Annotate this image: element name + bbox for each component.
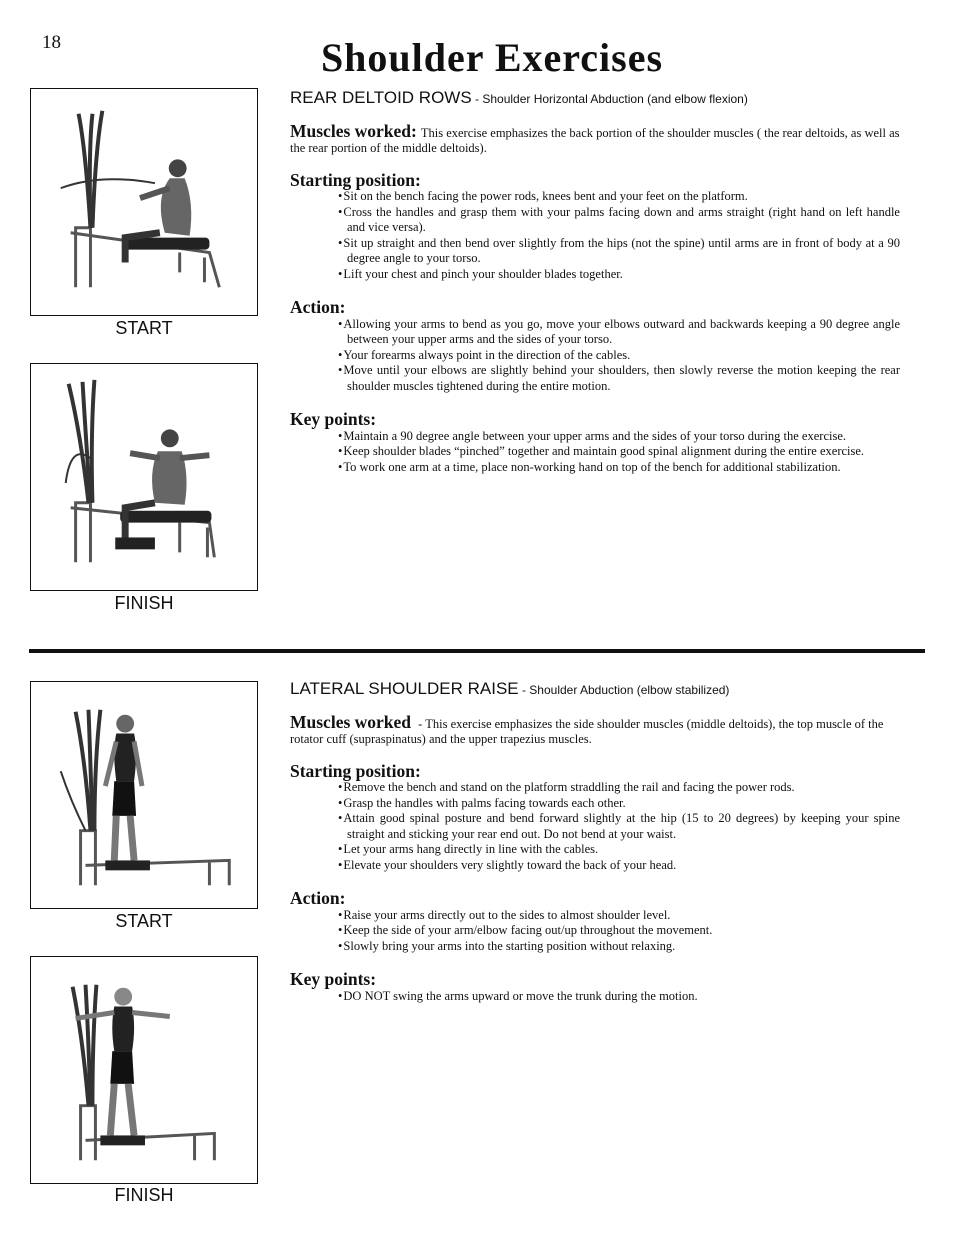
rear-deltoid-start-photo: [30, 88, 258, 316]
lateral-raise-finish-photo: [30, 956, 258, 1184]
list-item: • Slowly bring your arms into the starting position without relaxing.: [338, 939, 900, 955]
action-heading: Action:: [290, 297, 346, 317]
list-item: • Lift your chest and pinch your shoulder blades together.: [338, 267, 900, 283]
list-item: • Keep shoulder blades “pinched” together and maintain good spinal alignment during the entire exercise.: [338, 444, 900, 460]
key-points-heading: Key points:: [290, 969, 377, 989]
exercise-subtitle: - Shoulder Abduction (elbow stabilized): [518, 683, 730, 697]
muscles-worked: [290, 711, 900, 748]
lateral-raise-start-photo: [30, 681, 258, 909]
list-item: • Sit up straight and then bend over slightly from the hips (not the spine) until arms are in front of body at a 90 degree angle to your torso.: [338, 236, 900, 267]
rear-deltoid-heading: [290, 90, 900, 108]
starting-position-list: [290, 189, 900, 282]
list-item: • Cross the handles and grasp them with your palms facing down and arms straight (right hand on left handle and vice versa).: [338, 205, 900, 236]
page-title: Shoulder Exercises: [320, 35, 664, 80]
section-divider: [29, 649, 925, 653]
list-item: • Grasp the handles with palms facing towards each other.: [338, 796, 900, 812]
rear-deltoid-start-caption: START: [115, 318, 173, 338]
key-points-list: [290, 429, 900, 476]
list-item: • Raise your arms directly out to the sides to almost shoulder level.: [338, 908, 900, 924]
rear-deltoid-section: [290, 90, 900, 475]
muscles-text: - This exercise emphasizes the side shoulder muscles (middle deltoids), the top muscle of the rotator cuff (supraspinatus) and the upper trapezius muscles.: [290, 716, 884, 746]
key-points-heading: Key points:: [290, 409, 377, 429]
list-item: • Keep the side of your arm/elbow facing out/up throughout the movement.: [338, 923, 900, 939]
muscles-label: Muscles worked:: [290, 120, 417, 141]
starting-position-list: [290, 780, 900, 873]
list-item: • Elevate your shoulders very slightly toward the back of your head.: [338, 858, 900, 874]
list-item: • Maintain a 90 degree angle between your upper arms and the sides of your torso during the exercise.: [338, 429, 900, 445]
lateral-raise-heading: [290, 681, 900, 699]
muscles-worked: [290, 120, 900, 157]
list-item: • Remove the bench and stand on the platform straddling the rail and facing the power rods.: [338, 780, 900, 796]
list-item: • DO NOT swing the arms upward or move the trunk during the motion.: [338, 989, 900, 1005]
action-heading: Action:: [290, 888, 346, 908]
rear-deltoid-finish-photo: [30, 363, 258, 591]
starting-position-heading: Starting position:: [290, 169, 421, 190]
list-item: • To work one arm at a time, place non-working hand on top of the bench for additional stabilization.: [338, 460, 900, 476]
list-item: • Move until your elbows are slightly behind your shoulders, then slowly reverse the motion keeping the rear shoulder muscles tightened during the entire motion.: [338, 363, 900, 394]
lateral-raise-finish-caption: FINISH: [114, 1185, 174, 1205]
list-item: • Attain good spinal posture and bend forward slightly at the hip (15 to 20 degrees) by keeping your spine straight and sticking your rear end out. Do not bend at your waist.: [338, 811, 900, 842]
muscles-text: This exercise emphasizes the back portion of the shoulder muscles ( the rear deltoids, as well as the rear portion of the middle deltoids).: [290, 125, 900, 155]
lateral-raise-start-caption: START: [115, 911, 173, 931]
list-item: • Sit on the bench facing the power rods, knees bent and your feet on the platform.: [338, 189, 900, 205]
muscles-label: Muscles worked: [290, 711, 412, 732]
lateral-raise-section: [290, 681, 900, 1004]
starting-position-heading: Starting position:: [290, 760, 421, 781]
exercise-title: LATERAL SHOULDER RAISE: [290, 679, 519, 698]
page-number: 18: [42, 32, 61, 53]
exercise-title: REAR DELTOID ROWS: [290, 88, 472, 107]
list-item: • Your forearms always point in the direction of the cables.: [338, 348, 900, 364]
list-item: • Let your arms hang directly in line with the cables.: [338, 842, 900, 858]
exercise-subtitle: - Shoulder Horizontal Abduction (and elbow flexion): [471, 92, 748, 106]
action-list: [290, 908, 900, 955]
action-list: [290, 317, 900, 395]
key-points-list: [290, 989, 900, 1005]
rear-deltoid-finish-caption: FINISH: [114, 593, 174, 613]
list-item: • Allowing your arms to bend as you go, move your elbows outward and backwards keeping a 90 degree angle between your upper arms and the sides of your torso.: [338, 317, 900, 348]
